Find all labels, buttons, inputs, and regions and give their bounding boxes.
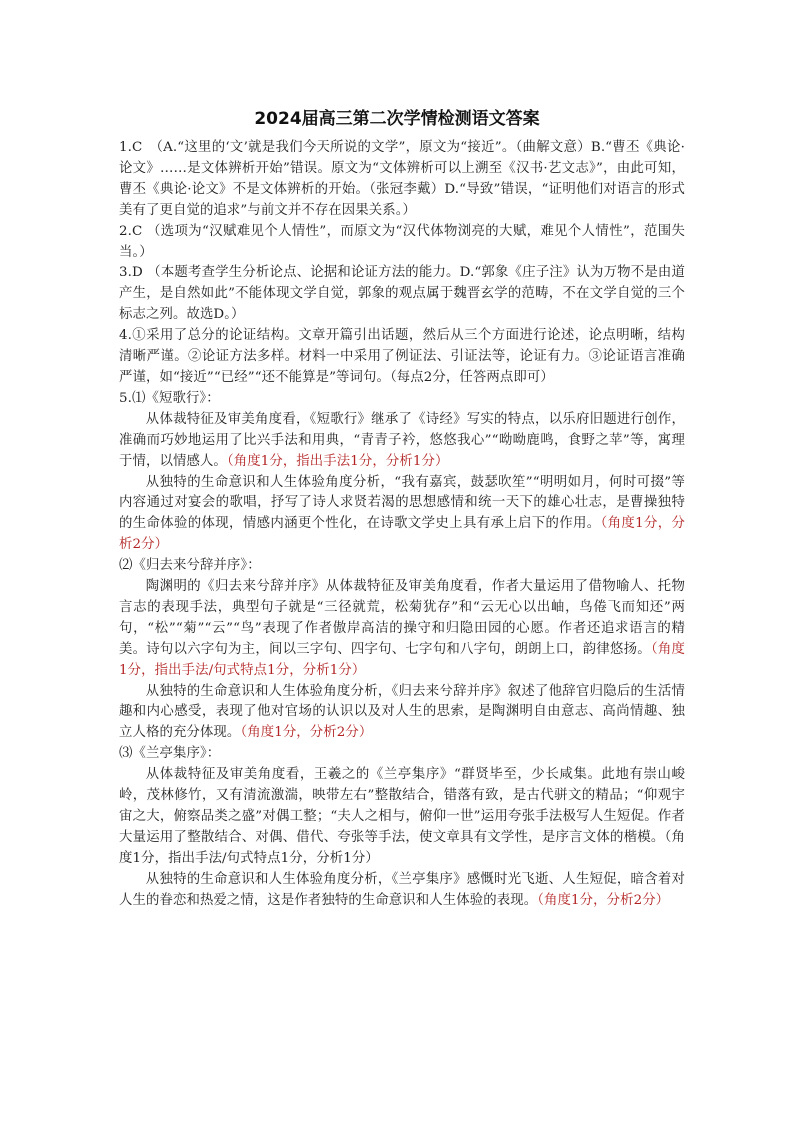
answer-q5-heading-3: ⑶《兰亭集序》： [119,746,221,762]
answer-q5-paragraph-6 [119,870,685,912]
answer-q5-paragraph-4 [119,682,685,745]
score-note: （角度1分，分析2分） [240,725,373,741]
answer-body [119,138,685,912]
answer-q5-paragraph-3 [119,577,685,682]
answer-q1: 1.C （A.“这里的‘文’就是我们今天所说的文学”，原文为“接近”。（曲解文意）B.“曹丕《典论·论文》……是文体辨析开始”错误。原文为“文体辨析可以上溯至《汉书·艺文志》”，由此可知，曹丕《典论·论文》不是文体辨析的开始。（张冠李戴）D.“导致”错误，“证明他们对语言的形式美有了更自觉的追求”与前文并不存在因果关系。） [119,140,685,218]
page-title: 2024届高三第二次学情检测语文答案 [254,109,540,129]
paragraph-text: 从独特的生命意识和人生体验角度分析，《兰亭集序》感慨时光飞逝、人生短促，暗含着对人生的眷恋和热爱之情，这是作者独特的生命意识和人生体验的表现。 [119,871,685,908]
score-note: （角度1分，分析2分） [537,892,670,908]
answer-q5-paragraph-1 [119,410,685,473]
answer-q3: 3.D （本题考查学生分析论点、论据和论证方法的能力。D.“郭象《庄子注》认为万物不是由道产生，是自然如此”不能体现文学自觉，郭象的观点属于魏晋玄学的范畴，不在文学自觉的三个标志之列。故选D。） [119,265,685,323]
paragraph-text: 从独特的生命意识和人生体验角度分析，“我有嘉宾，鼓瑟吹笙”“明明如月，何时可掇”等内容通过对宴会的歌唱，抒写了诗人求贤若渴的思想感情和统一天下的雄心壮志，是曹操独特的生命体验的体现，情感内涵更个性化，在诗歌文学史上具有承上启下的作用。 [119,474,685,532]
score-note: （角度1分，指出手法/句式特点1分，分析1分） [119,641,685,678]
answer-q2: 2.C （选项为“汉赋难见个人情性”，而原文为“汉代体物浏亮的大赋，难见个人情性”，范围失当。） [119,223,685,260]
paragraph-text: 从体裁特征及审美角度看，《短歌行》继承了《诗经》写实的特点，以乐府旧题进行创作，准确而巧妙地运用了比兴手法和用典，“青青子衿，悠悠我心”“呦呦鹿鸣，食野之苹”等，寓理于情，以情感人。 [119,411,685,469]
answer-q5-heading-1: 5.⑴《短歌行》： [119,390,220,406]
paragraph-text: 从独特的生命意识和人生体验角度分析，《归去来兮辞并序》叙述了他辞官归隐后的生活情趣和内心感受，表现了他对官场的认识以及对人生的思索，是陶渊明自由意志、高尚情趣、独立人格的充分体现。 [119,683,685,741]
score-note: （角度1分，指出手法1分，分析1分） [226,453,449,469]
score-note: （角度1分，分析2分） [119,516,685,553]
answer-q5-paragraph-2 [119,473,685,557]
answer-q5-paragraph-5: 从体裁特征及审美角度看，王羲之的《兰亭集序》“群贤毕至，少长咸集。此地有崇山峻岭，茂林修竹，又有清流激湍，映带左右”整散结合，错落有致，是古代骈文的精品；“仰观宇宙之大，俯察品类之盛”对偶工整；“夫人之相与，俯仰一世”运用夸张手法极写人生短促。作者大量运用了整散结合、对偶、借代、夸张等手法，使文章具有文学性，是序言文体的楷模。（角度1分，指出手法/句式特点1分，分析1分） [119,767,685,866]
answer-q5-heading-2: ⑵《归去来兮辞并序》： [119,558,261,574]
paragraph-text: 陶渊明的《归去来兮辞并序》从体裁特征及审美角度看，作者大量运用了借物喻人、托物言志的表现手法，典型句子就是“三径就荒，松菊犹存”和“云无心以出岫，鸟倦飞而知还”两句，“松”“菊”“云”“鸟”表现了作者傲岸高洁的操守和归隐田园的心愿。作者还追求语言的精美。诗句以六字句为主，间以三字句、四字句、七字句和八字句，朗朗上口，韵律悠扬。 [119,579,685,657]
answer-q4: 4.①采用了总分的论证结构。文章开篇引出话题，然后从三个方面进行论述，论点明晰，结构清晰严谨。②论证方法多样。材料一中采用了例证法、引证法等，论证有力。③论证语言准确严谨，如“接近”“已经”“还不能算是”等词句。（每点2分，任答两点即可） [119,328,685,385]
